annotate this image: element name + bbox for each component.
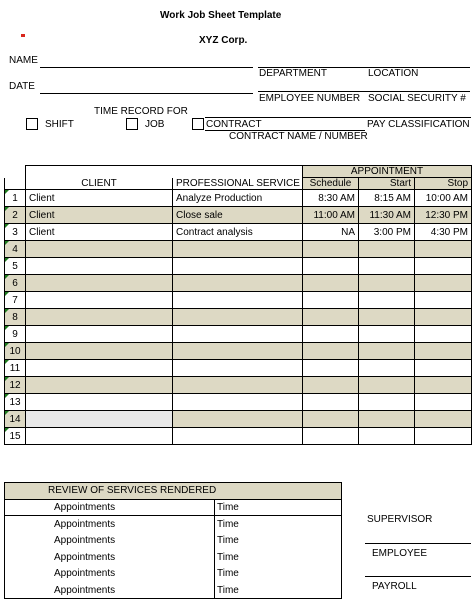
service-cell[interactable]: Contract analysis (173, 224, 303, 241)
start-cell[interactable] (359, 241, 415, 258)
employee-number-label: EMPLOYEE NUMBER (259, 93, 361, 104)
row-number-text: 12 (9, 379, 21, 391)
stop-cell[interactable] (415, 292, 472, 309)
cell-indicator-icon (5, 343, 9, 347)
page-title: Work Job Sheet Template (160, 10, 282, 21)
table-row (5, 428, 472, 445)
schedule-cell[interactable]: NA (303, 224, 359, 241)
row-number (5, 207, 26, 224)
service-cell[interactable] (173, 275, 303, 292)
ssn-label: SOCIAL SECURITY # (368, 93, 466, 104)
review-row (5, 582, 342, 599)
date-label: DATE (9, 81, 35, 92)
service-cell[interactable] (173, 360, 303, 377)
schedule-cell[interactable] (303, 377, 359, 394)
start-cell[interactable] (359, 343, 415, 360)
stop-cell[interactable] (415, 326, 472, 343)
table-row (5, 394, 472, 411)
row-number-text: 5 (12, 260, 18, 272)
row-number (5, 275, 26, 292)
company-name: XYZ Corp. (199, 35, 248, 46)
payroll-signature-line[interactable] (365, 576, 471, 577)
table-row (5, 292, 472, 309)
start-cell[interactable] (359, 360, 415, 377)
service-cell[interactable] (173, 343, 303, 360)
client-cell[interactable] (26, 241, 173, 258)
appointments-label: Appointments (5, 516, 215, 533)
start-cell[interactable] (359, 275, 415, 292)
schedule-cell[interactable] (303, 275, 359, 292)
stop-cell[interactable]: 12:30 PM (415, 207, 472, 224)
contract-name-label: CONTRACT NAME / NUMBER (229, 131, 368, 142)
schedule-cell[interactable] (303, 360, 359, 377)
service-cell[interactable] (173, 292, 303, 309)
service-cell[interactable] (173, 309, 303, 326)
contract-label: CONTRACT (206, 119, 262, 130)
start-header: Start (359, 178, 415, 190)
schedule-cell[interactable]: 11:00 AM (303, 207, 359, 224)
service-cell[interactable] (173, 377, 303, 394)
table-row (5, 258, 472, 275)
schedule-cell[interactable] (303, 241, 359, 258)
cell-indicator-icon (5, 207, 9, 211)
review-row (5, 516, 342, 533)
service-cell[interactable]: Analyze Production (173, 190, 303, 207)
employee-number-line[interactable] (258, 91, 470, 92)
schedule-header: Schedule (303, 178, 359, 190)
schedule-cell[interactable] (303, 309, 359, 326)
schedule-cell[interactable] (303, 326, 359, 343)
employee-signature-line[interactable] (365, 543, 471, 544)
row-number-text: 9 (12, 328, 18, 340)
start-cell[interactable]: 8:15 AM (359, 190, 415, 207)
table-row (5, 275, 472, 292)
client-cell[interactable] (26, 360, 173, 377)
row-number-text: 11 (9, 362, 21, 374)
row-number-text: 4 (12, 243, 18, 255)
appointment-header: APPOINTMENT (303, 166, 472, 178)
start-cell[interactable] (359, 377, 415, 394)
header-blank (26, 166, 173, 178)
cell-indicator-icon (5, 258, 9, 262)
cell-indicator-icon (5, 241, 9, 245)
table-row (5, 224, 472, 241)
start-cell[interactable] (359, 258, 415, 275)
review-row (5, 499, 342, 516)
service-cell[interactable] (173, 258, 303, 275)
client-cell[interactable] (26, 292, 173, 309)
client-cell[interactable]: Client (26, 207, 173, 224)
shift-checkbox[interactable] (26, 118, 38, 130)
employee-label: EMPLOYEE (372, 548, 428, 559)
client-cell[interactable]: Client (26, 190, 173, 207)
stop-cell[interactable] (415, 258, 472, 275)
name-label: NAME (9, 55, 38, 66)
review-row (5, 549, 342, 566)
row-number (5, 309, 26, 326)
cell-indicator-icon (5, 377, 9, 381)
cell-indicator-icon (5, 326, 9, 330)
stop-cell[interactable]: 4:30 PM (415, 224, 472, 241)
appointments-label: Appointments (5, 582, 215, 599)
row-number-text: 7 (12, 294, 18, 306)
client-cell[interactable] (26, 326, 173, 343)
row-number-text: 13 (9, 396, 21, 408)
row-number-text: 14 (9, 413, 21, 425)
table-row (5, 309, 472, 326)
start-cell[interactable] (359, 411, 415, 428)
schedule-cell[interactable] (303, 343, 359, 360)
header-blank (173, 166, 303, 178)
client-cell[interactable] (26, 428, 173, 445)
appointment-table (4, 165, 472, 445)
pay-classification-label: PAY CLASSIFICATION (367, 119, 470, 130)
appointments-label: Appointments (5, 565, 215, 582)
table-row (5, 377, 472, 394)
contract-checkbox[interactable] (192, 118, 204, 130)
cell-indicator-icon (5, 190, 9, 194)
row-number-text: 2 (12, 209, 18, 221)
table-row (5, 326, 472, 343)
start-cell[interactable] (359, 326, 415, 343)
cell-indicator-icon (5, 309, 9, 313)
table-row (5, 343, 472, 360)
appointments-label: Appointments (5, 549, 215, 566)
service-header: PROFESSIONAL SERVICE (173, 178, 303, 190)
stop-cell[interactable] (415, 411, 472, 428)
row-number (5, 326, 26, 343)
client-cell[interactable] (26, 309, 173, 326)
row-number (5, 428, 26, 445)
client-cell[interactable] (26, 377, 173, 394)
time-label: Time (215, 532, 342, 549)
supervisor-label: SUPERVISOR (367, 514, 433, 525)
cell-indicator-icon (5, 292, 9, 296)
job-checkbox[interactable] (126, 118, 138, 130)
row-number (5, 190, 26, 207)
name-field-line[interactable] (40, 67, 253, 68)
cell-indicator-icon (5, 428, 9, 432)
time-label: Time (215, 499, 342, 516)
client-cell[interactable] (26, 411, 173, 428)
client-cell[interactable] (26, 343, 173, 360)
cell-indicator-icon (5, 224, 9, 228)
cell-indicator-icon (5, 394, 9, 398)
schedule-cell[interactable] (303, 292, 359, 309)
time-label: Time (215, 516, 342, 533)
service-cell[interactable] (173, 326, 303, 343)
schedule-cell[interactable] (303, 411, 359, 428)
stop-cell[interactable] (415, 309, 472, 326)
service-cell[interactable] (173, 411, 303, 428)
client-cell[interactable] (26, 275, 173, 292)
row-number-text: 1 (12, 192, 18, 204)
row-number (5, 394, 26, 411)
start-cell[interactable] (359, 394, 415, 411)
job-label: JOB (145, 119, 165, 130)
schedule-cell[interactable]: 8:30 AM (303, 190, 359, 207)
appointments-label: Appointments (5, 532, 215, 549)
stop-cell[interactable] (415, 394, 472, 411)
stop-cell[interactable] (415, 377, 472, 394)
header-blank (5, 178, 26, 190)
row-number (5, 241, 26, 258)
start-cell[interactable] (359, 292, 415, 309)
row-number (5, 377, 26, 394)
department-label: DEPARTMENT (259, 68, 327, 79)
table-row (5, 207, 472, 224)
cell-indicator-icon (5, 275, 9, 279)
date-field-line[interactable] (40, 93, 253, 94)
row-number-text: 15 (9, 430, 21, 442)
review-row (5, 532, 342, 549)
row-number (5, 360, 26, 377)
comment-marker (21, 34, 25, 37)
review-table (4, 482, 342, 599)
time-label: Time (215, 549, 342, 566)
client-cell[interactable] (26, 394, 173, 411)
stop-cell[interactable]: 10:00 AM (415, 190, 472, 207)
table-row (5, 241, 472, 258)
service-cell[interactable] (173, 428, 303, 445)
review-row (5, 565, 342, 582)
client-header: CLIENT (26, 178, 173, 190)
table-row (5, 411, 472, 428)
service-cell[interactable]: Close sale (173, 207, 303, 224)
client-cell[interactable] (26, 258, 173, 275)
payroll-label: PAYROLL (372, 581, 417, 592)
start-cell[interactable]: 3:00 PM (359, 224, 415, 241)
schedule-cell[interactable] (303, 428, 359, 445)
shift-label: SHIFT (45, 119, 74, 130)
stop-cell[interactable] (415, 360, 472, 377)
start-cell[interactable] (359, 428, 415, 445)
stop-header: Stop (415, 178, 472, 190)
row-number (5, 258, 26, 275)
pay-classification-line[interactable] (205, 117, 471, 118)
client-cell[interactable]: Client (26, 224, 173, 241)
schedule-cell[interactable] (303, 394, 359, 411)
row-number (5, 343, 26, 360)
review-header: REVIEW OF SERVICES RENDERED (5, 483, 342, 500)
stop-cell[interactable] (415, 241, 472, 258)
start-cell[interactable] (359, 309, 415, 326)
row-number (5, 292, 26, 309)
service-cell[interactable] (173, 394, 303, 411)
stop-cell[interactable] (415, 428, 472, 445)
row-number (5, 224, 26, 241)
table-row (5, 360, 472, 377)
stop-cell[interactable] (415, 275, 472, 292)
row-number-text: 10 (9, 345, 21, 357)
schedule-cell[interactable] (303, 258, 359, 275)
service-cell[interactable] (173, 241, 303, 258)
cell-indicator-icon (5, 360, 9, 364)
appointments-label: Appointments (5, 499, 215, 516)
time-record-label: TIME RECORD FOR (94, 106, 188, 117)
row-number-text: 8 (12, 311, 18, 323)
row-number-text: 6 (12, 277, 18, 289)
cell-indicator-icon (5, 411, 9, 415)
row-number-text: 3 (12, 226, 18, 238)
time-label: Time (215, 565, 342, 582)
header-blank (5, 166, 26, 178)
location-label: LOCATION (368, 68, 419, 79)
row-number (5, 411, 26, 428)
time-label: Time (215, 582, 342, 599)
stop-cell[interactable] (415, 343, 472, 360)
start-cell[interactable]: 11:30 AM (359, 207, 415, 224)
table-row (5, 190, 472, 207)
